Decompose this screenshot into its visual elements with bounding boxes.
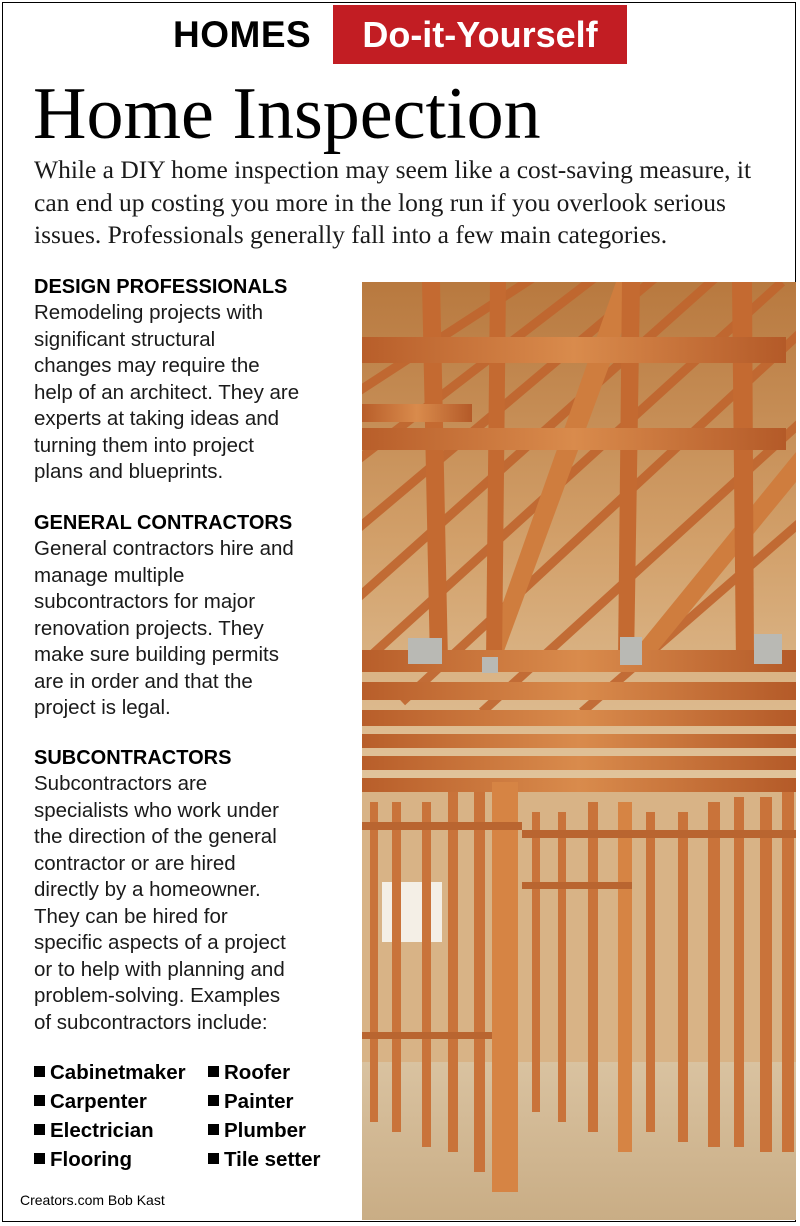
body-line: plans and blueprints. xyxy=(34,460,224,483)
section-design-professionals xyxy=(34,274,352,486)
body-line: manage multiple xyxy=(34,563,185,587)
body-line: Remodeling projects with xyxy=(34,301,264,324)
window-opening xyxy=(382,882,442,942)
section-subcontractors xyxy=(34,745,352,1036)
body-line: problem-solving. Examples xyxy=(34,984,281,1007)
body-line: project is legal. xyxy=(34,696,171,719)
body-line: the direction of the general xyxy=(34,825,277,848)
diy-badge: Do-it-Yourself xyxy=(333,5,627,64)
body-line: experts at taking ideas and xyxy=(34,407,280,430)
section-heading: GENERAL CONTRACTORS xyxy=(34,512,293,534)
body-line: contractor or are hired xyxy=(34,851,236,875)
list-item: Flooring xyxy=(34,1145,132,1174)
body-line: Subcontractors are xyxy=(34,772,208,795)
body-line: directly by a homeowner. xyxy=(34,878,261,901)
section-general-contractors xyxy=(34,510,352,722)
list-item: Painter xyxy=(208,1087,294,1116)
section-body xyxy=(34,536,352,722)
body-line: make sure building permits xyxy=(34,643,279,666)
body-line: They can be hired for xyxy=(34,904,228,928)
list-item: Tile setter xyxy=(208,1145,320,1174)
body-line: are in order and that the xyxy=(34,669,253,693)
body-line: help of an architect. They are xyxy=(34,380,300,404)
intro-paragraph xyxy=(34,154,774,252)
framing-photo xyxy=(362,282,796,1220)
body-line: of subcontractors include: xyxy=(34,1010,268,1034)
section-heading: SUBCONTRACTORS xyxy=(34,747,232,769)
section-heading: DESIGN PROFESSIONALS xyxy=(34,276,288,298)
body-line: General contractors hire and xyxy=(34,537,294,560)
intro-line: While a DIY home inspection may seem like a cost-saving measure, it xyxy=(34,155,752,184)
section-label: HOMES xyxy=(173,14,312,55)
section-body xyxy=(34,300,352,486)
list-item: Carpenter xyxy=(34,1087,147,1116)
intro-line: issues. Professionals generally fall into a few main categories. xyxy=(34,220,668,249)
list-item: Plumber xyxy=(208,1116,306,1145)
body-line: renovation projects. They xyxy=(34,616,264,640)
list-item: Cabinetmaker xyxy=(34,1058,186,1087)
photo-credit: Creators.com Bob Kast xyxy=(20,1192,165,1208)
list-item: Roofer xyxy=(208,1058,290,1087)
body-line: changes may require the xyxy=(34,354,260,377)
intro-line: can end up costing you more in the long run if you overlook serious xyxy=(34,187,726,217)
article-title: Home Inspection xyxy=(33,73,541,155)
body-line: specific aspects of a project xyxy=(34,931,286,954)
body-line: or to help with planning and xyxy=(34,957,285,981)
body-line: specialists who work under xyxy=(34,798,279,822)
body-line: significant structural xyxy=(34,327,216,351)
list-item: Electrician xyxy=(34,1116,154,1145)
framing-illustration xyxy=(362,282,796,1220)
body-line: subcontractors for major xyxy=(34,590,256,613)
section-body xyxy=(34,771,352,1036)
body-line: turning them into project xyxy=(34,433,254,457)
